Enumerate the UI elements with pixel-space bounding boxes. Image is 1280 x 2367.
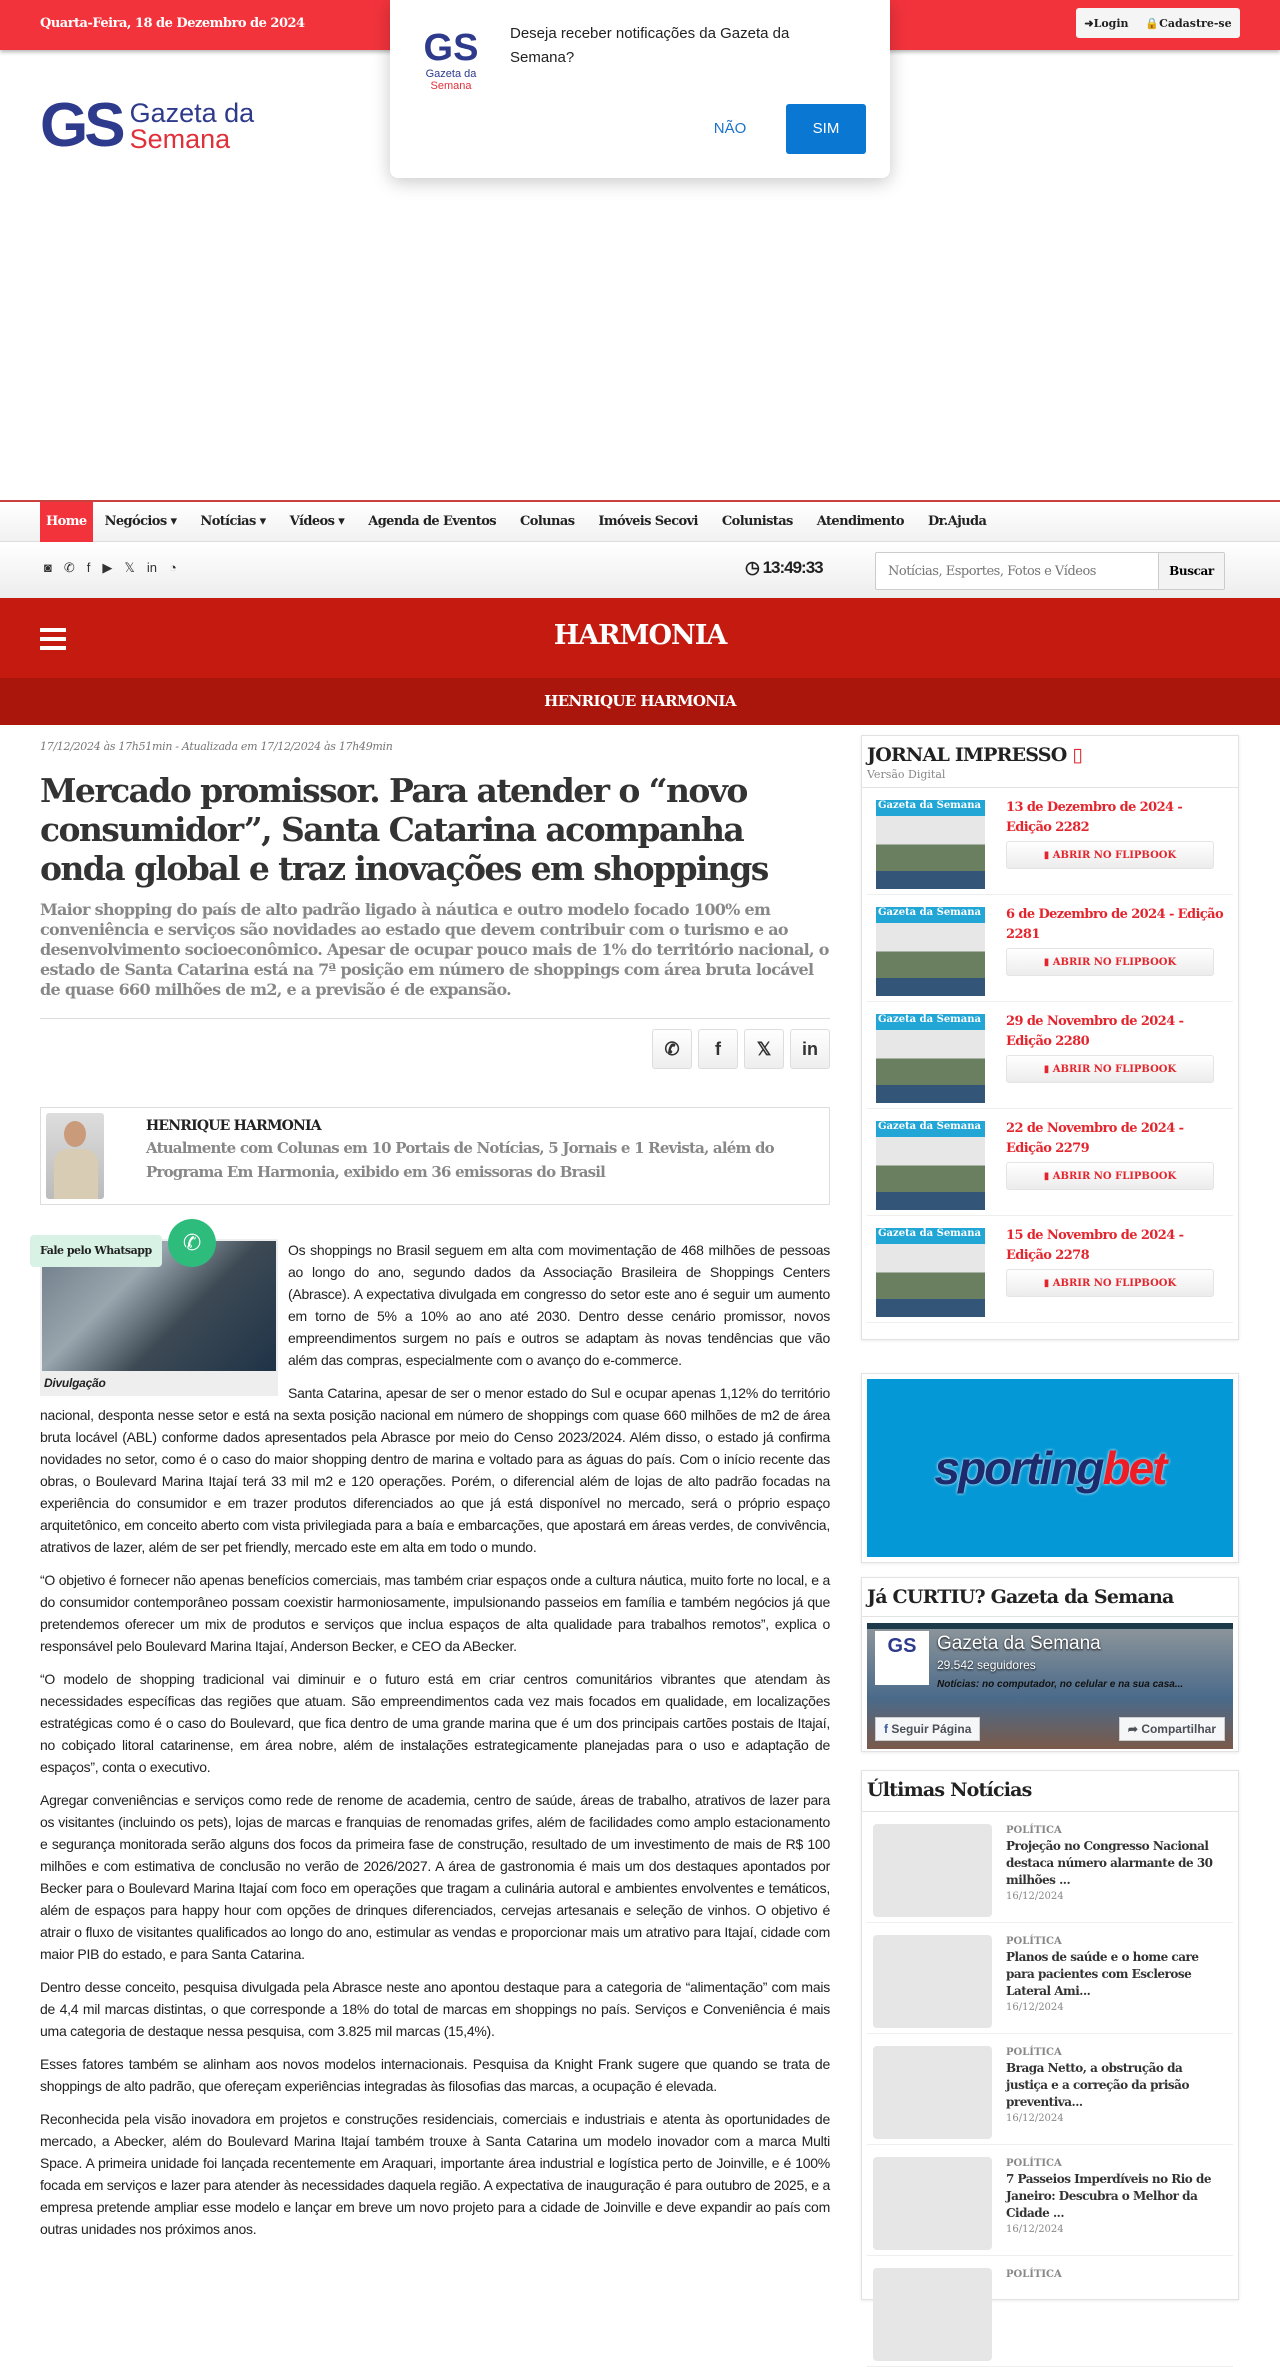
- nav-item-1[interactable]: Negócios ▾: [104, 514, 177, 529]
- fb-share-label: Compartilhar: [1141, 1722, 1216, 1736]
- edition-item: [867, 1109, 1233, 1216]
- fb-follow-button[interactable]: [875, 1717, 980, 1741]
- youtube-icon[interactable]: ▶: [102, 560, 113, 575]
- edition-thumb-title: Gazeta da Semana: [878, 1228, 981, 1239]
- open-flipbook-button[interactable]: [1006, 948, 1214, 976]
- news-date: 16/12/2024: [1006, 1891, 1064, 1902]
- subsection-title: HENRIQUE HARMONIA: [0, 678, 1280, 725]
- logo-line1: Gazeta da: [129, 98, 255, 128]
- news-category: POLÍTICA: [1006, 2047, 1062, 2058]
- facebook-icon[interactable]: f: [86, 560, 91, 575]
- current-date: Quarta-Feira, 18 de Dezembro de 2024: [40, 16, 305, 31]
- popup-logo-line2: Semana: [430, 80, 472, 92]
- edition-title[interactable]: 13 de Dezembro de 2024 - Edição 2282: [1006, 800, 1183, 835]
- file-icon: ▮: [1043, 1278, 1053, 1289]
- author-box: [40, 1107, 830, 1205]
- news-item[interactable]: [867, 1923, 1233, 2034]
- news-info: [1006, 1935, 1221, 2016]
- article-body: [40, 1230, 830, 2240]
- widget-title: [862, 736, 1238, 766]
- facebook-icon: f: [884, 1722, 888, 1736]
- nav-item-7[interactable]: Colunistas: [721, 514, 793, 529]
- edition-thumbnail[interactable]: [876, 907, 985, 996]
- news-thumbnail[interactable]: [873, 1824, 992, 1917]
- signup-button[interactable]: 🔒Cadastre-se: [1145, 16, 1232, 30]
- file-icon: ▮: [1043, 1171, 1053, 1182]
- search-button[interactable]: Buscar: [1158, 553, 1224, 589]
- section-title: HARMONIA: [553, 620, 727, 651]
- news-info: [1006, 1824, 1221, 1905]
- popup-logo-mark: GS: [423, 27, 479, 69]
- article-paragraph: Dentro desse conceito, pesquisa divulgada pela Abrasce neste ano apontou destaque para a categoria de “alimentação” com mais de 4,4 mil marcas distintas, o que corresponde a 18% do total de marcas em shoppings no país. Serviços e Conveniência é mais uma categoria de destaque nessa pesquisa, com 3.825 mil marcas (15,4%).: [40, 1979, 830, 2039]
- divider: [40, 1018, 830, 1019]
- linkedin-icon[interactable]: in: [146, 560, 157, 575]
- article-paragraph: Agregar conveniências e serviços como rede de renome de academia, centro de saúde, áreas de trabalho, atrativos de lazer para os visitantes (incluindo os pets), lojas de marcas e franquias de renomadas grifes, além de facilidades como amplo estacionamento e segurança monitorada serão alguns dos focos da primeira fase de construção, resultado de um investimento de mais de R$ 100 milhões e com estimativa de conclusão no verão de 2026/2027. A área de gastronomia é mais um dos destaques apontados por Becker para o Boulevard Marina Itajaí com foco em operações que tragam a culinária autoral e ambientes envolventes e temáticos, além de espaços para happy hour com opções de drinques diferenciados, cervejas artesanais e seleção de vinhos. O objetivo é atrair o fluxo de visitantes qualificados ao longo do ano, estimular as vendas e proporcionar mais um atrativo para Itajaí, cidade com maior PIB do estado, e para Santa Catarina.: [40, 1792, 830, 1962]
- nav-item-2[interactable]: Notícias ▾: [200, 514, 266, 529]
- edition-thumb-title: Gazeta da Semana: [878, 800, 981, 811]
- nav-item-8[interactable]: Atendimento: [816, 514, 904, 529]
- fb-follow-label: Seguir Página: [891, 1722, 972, 1736]
- news-item[interactable]: [867, 2034, 1233, 2145]
- news-category: POLÍTICA: [1006, 1936, 1062, 1947]
- nav-item-9[interactable]: Dr.Ajuda: [927, 514, 987, 529]
- edition-item: [867, 1002, 1233, 1109]
- x-icon[interactable]: 𝕏: [124, 560, 135, 575]
- sportingbet-ad[interactable]: [861, 1373, 1239, 1563]
- logo-mark-text: GS: [40, 91, 122, 160]
- article-paragraph: Esses fatores também se alinham aos novos modelos internacionais. Pesquisa da Knight Frank sugere que quando se trata de shoppings de alto padrão, que ofereçam experiências integradas às filosofias das marcas, a ocupação é elevada.: [40, 2056, 830, 2094]
- edition-title[interactable]: 15 de Novembro de 2024 - Edição 2278: [1006, 1228, 1184, 1263]
- whatsapp-icon[interactable]: ✆: [63, 560, 75, 575]
- edition-info: [1006, 1226, 1226, 1297]
- facebook-widget: [861, 1577, 1239, 1752]
- flipbook-label: ABRIR NO FLIPBOOK: [1052, 850, 1177, 861]
- edition-title[interactable]: 6 de Dezembro de 2024 - Edição 2281: [1006, 907, 1224, 942]
- news-date: 16/12/2024: [1006, 2002, 1064, 2013]
- fb-page-name[interactable]: Gazeta da Semana: [937, 1633, 1101, 1654]
- edition-title[interactable]: 22 de Novembro de 2024 - Edição 2279: [1006, 1121, 1184, 1156]
- news-date: 16/12/2024: [1006, 2224, 1064, 2235]
- signup-label: Cadastre-se: [1159, 16, 1232, 30]
- news-item[interactable]: [867, 1812, 1233, 1923]
- accept-button[interactable]: SIM: [786, 104, 866, 154]
- news-title[interactable]: Projeção no Congresso Nacional destaca número alarmante de 30 milhões ...: [1006, 1839, 1213, 1887]
- decline-button[interactable]: NÃO: [713, 120, 747, 137]
- fb-banner-text: Notícias: no computador, no celular e na sua casa...: [937, 1679, 1184, 1690]
- site-logo[interactable]: [40, 91, 255, 160]
- news-thumbnail[interactable]: [873, 2046, 992, 2139]
- instagram-icon[interactable]: ◙: [44, 560, 52, 575]
- fb-followers: 29.542 seguidores: [937, 1658, 1036, 1672]
- ad-brand-part1: sporting: [934, 1442, 1103, 1494]
- news-info: [1006, 2046, 1221, 2127]
- rss-icon[interactable]: ◔: [169, 560, 177, 575]
- popup-message: Deseja receber notificações da Gazeta da Semana?: [510, 25, 790, 66]
- open-flipbook-button[interactable]: [1006, 1162, 1214, 1190]
- search-form: [875, 552, 1225, 590]
- news-info: [1006, 2268, 1221, 2282]
- edition-thumbnail[interactable]: [876, 800, 985, 889]
- facebook-heading: Já CURTIU? Gazeta da Semana: [862, 1578, 1238, 1617]
- nav-item-5[interactable]: Colunas: [520, 514, 575, 529]
- article-image[interactable]: [40, 1230, 278, 1396]
- share-whatsapp-icon[interactable]: ✆: [652, 1029, 692, 1069]
- news-item[interactable]: [867, 2256, 1233, 2367]
- edition-item: [867, 788, 1233, 895]
- notification-permission-popup: [390, 0, 890, 178]
- edition-item: [867, 895, 1233, 1002]
- open-flipbook-button[interactable]: [1006, 1055, 1214, 1083]
- article-paragraph: “O modelo de shopping tradicional vai diminuir e o futuro está em criar centros comunitários vibrantes que atendam às necessidades específicas das regiões que atuam. São empreendimentos cada vez mais focados em qualidade, em localizações estratégicas como é o caso do Boulevard, que fica dentro de uma grande marina que é um dos principais cartões postais de Itajaí, no cobiçado litoral catarinense, em área nobre, além de instalações estrategicamente planejadas para o uso e adaptação de espaços”, conta o executivo.: [40, 1671, 830, 1775]
- edition-thumb-title: Gazeta da Semana: [878, 907, 981, 918]
- share-x-icon[interactable]: 𝕏: [744, 1029, 784, 1069]
- popup-logo: [410, 28, 492, 100]
- print-edition-widget: [861, 735, 1239, 1340]
- share-buttons: [40, 1029, 830, 1069]
- news-title[interactable]: 7 Passeios Imperdíveis no Rio de Janeiro: Descubra o Melhor da Cidade ...: [1006, 2172, 1211, 2220]
- edition-title[interactable]: 29 de Novembro de 2024 - Edição 2280: [1006, 1014, 1184, 1049]
- article-paragraph: “O objetivo é fornecer não apenas benefícios comerciais, mas também criar espaços onde a cultura náutica, muito forte no local, e a do consumidor contemporâneo possam coexistir harmoniosamente, impulsionando passeios em família e também negócios já que pretendemos oferecer um mix de produtos e serviços que inclua espaços de alta qualidade para trabalhos remotos”, explica o responsável pelo Boulevard Marina Itajaí, Anderson Becker, e CEO da ABecker.: [40, 1572, 830, 1654]
- news-date: 16/12/2024: [1006, 2113, 1064, 2124]
- nav-item-3[interactable]: Vídeos ▾: [289, 514, 345, 529]
- author-bio: Atualmente com Colunas em 10 Portais de Notícias, 5 Jornais e 1 Revista, além do Programa Em Harmonia, exibido em 36 emissoras do Brasil: [146, 1139, 774, 1181]
- share-facebook-icon[interactable]: f: [698, 1029, 738, 1069]
- news-title[interactable]: Braga Netto, a obstrução da justiça e a correção da prisão preventiva...: [1006, 2061, 1189, 2109]
- flipbook-label: ABRIR NO FLIPBOOK: [1052, 957, 1177, 968]
- news-title[interactable]: Planos de saúde e o home care para pacientes com Esclerose Lateral Ami...: [1006, 1950, 1199, 1998]
- nav-item-4[interactable]: Agenda de Eventos: [368, 514, 497, 529]
- login-button[interactable]: ➜Login: [1084, 16, 1129, 30]
- news-category: POLÍTICA: [1006, 2269, 1062, 2280]
- edition-info: [1006, 1012, 1226, 1083]
- share-arrow-icon: ➦: [1127, 1722, 1138, 1736]
- edition-info: [1006, 905, 1226, 976]
- fb-page-avatar: GS: [875, 1631, 929, 1685]
- nav-item-6[interactable]: Imóveis Secovi: [598, 514, 698, 529]
- share-linkedin-icon[interactable]: in: [790, 1029, 830, 1069]
- edition-thumbnail[interactable]: [876, 1014, 985, 1103]
- article: [40, 740, 830, 2251]
- edition-item: [867, 1216, 1233, 1323]
- article-paragraph: Santa Catarina, apesar de ser o menor estado do Sul e ocupar apenas 1,12% do território nacional, desponta nesse setor e está na sexta posição nacional em número de shoppings com quase 660 milhões de m2 de área bruta locável (ABL) conforme dados apresentados pela Abrasce por meio do Censo 2023/2024. Além disso, o estado já confirma novidades no setor, como é o caso do maior shopping dentro de marina e voltado para as águas do país. Com o início recente das obras, o Boulevard Marina Itajaí terá 33 mil m2 e 120 operações. Porém, o diferencial além de lojas de alto padrão focadas na experiência do consumidor e em trazer produtos diferenciados ao que já está disponível no mercado, será o próprio espaço arquitetônico, em conceito aberto com vista privilegiada para a baía e embarcações, que apostará em áreas verdes, de convivência, atrativos de lazer, além de ser pet friendly, mercado este em alta em todo o mundo.: [40, 1385, 830, 1555]
- login-label: Login: [1093, 16, 1129, 30]
- edition-thumb-title: Gazeta da Semana: [878, 1121, 981, 1132]
- clock-time: 13:49:33: [762, 558, 823, 577]
- print-title: JORNAL IMPRESSO: [867, 744, 1067, 766]
- open-flipbook-button[interactable]: [1006, 841, 1214, 869]
- whatsapp-label[interactable]: Fale pelo Whatsapp: [30, 1235, 162, 1267]
- edition-info: [1006, 1119, 1226, 1190]
- flipbook-label: ABRIR NO FLIPBOOK: [1052, 1171, 1177, 1182]
- news-thumbnail[interactable]: [873, 2268, 992, 2361]
- section-bar: [0, 598, 1280, 678]
- file-icon: ▮: [1043, 1064, 1053, 1075]
- article-paragraph: Os shoppings no Brasil seguem em alta com movimentação de 468 milhões de pessoas ao longo do ano, segundo dados da Associação Brasileira de Shoppings Centers (Abrasce). A expectativa divulgada em congresso do setor este ano é seguir um aumento em torno de 5% a 10% ao ano até 2030. Dentro desse cenário promissor, novos empreendimentos surgem no país e outros se adaptam às novas tendências que vão além das compras, especialmente com o avanço do e-commerce.: [288, 1242, 830, 1368]
- flipbook-label: ABRIR NO FLIPBOOK: [1052, 1278, 1177, 1289]
- news-info: [1006, 2157, 1221, 2238]
- mobile-icon: ▯: [1072, 744, 1082, 766]
- edition-info: [1006, 798, 1226, 869]
- file-icon: ▮: [1043, 957, 1053, 968]
- news-thumbnail[interactable]: [873, 2157, 992, 2250]
- logo-line2: Semana: [129, 124, 231, 154]
- social-bar: [0, 542, 1280, 598]
- edition-thumbnail[interactable]: [876, 1228, 985, 1317]
- facebook-page-plugin[interactable]: [867, 1623, 1233, 1749]
- open-flipbook-button[interactable]: [1006, 1269, 1214, 1297]
- article-lead: Maior shopping do país de alto padrão ligado à náutica e outro modelo focado 100% em conveniência e serviços são novidades ao estado que devem contribuir com o turismo e ao desenvolvimento socioeconômico. Apesar de ocupar pouco mais de 1% do território nacional, o estado de Santa Catarina está na 7ª posição em número de shoppings com área bruta locável de quase 660 milhões de m2, e a previsão é de expansão.: [40, 900, 829, 999]
- main-nav: [0, 500, 1280, 542]
- news-thumbnail[interactable]: [873, 1935, 992, 2028]
- news-item[interactable]: [867, 2145, 1233, 2256]
- news-category: POLÍTICA: [1006, 2158, 1062, 2169]
- author-name: HENRIQUE HARMONIA: [146, 1118, 321, 1134]
- latest-news-widget: [861, 1770, 1239, 2300]
- nav-item-0[interactable]: Home: [40, 502, 93, 542]
- auth-buttons: [1076, 8, 1240, 38]
- popup-logo-line1: Gazeta da: [425, 68, 477, 80]
- article-meta: 17/12/2024 às 17h51min - Atualizada em 17/12/2024 às 17h49min: [40, 740, 393, 753]
- file-icon: ▮: [1043, 850, 1053, 861]
- ad-brand-part2: bet: [1102, 1442, 1166, 1494]
- flipbook-label: ABRIR NO FLIPBOOK: [1052, 1064, 1177, 1075]
- author-avatar: [46, 1113, 104, 1199]
- article-paragraph: Reconhecida pela visão inovadora em projetos e construções residenciais, comerciais e industriais e atenta às oportunidades de mercado, a Abecker, além do Boulevard Marina Itajaí também trouxe à Santa Catarina um modelo inovador com a marca Multi Space. A primeira unidade foi lançada recentemente em Araquari, importante área industrial e logística perto de Joinville, e é 100% focada em serviços e lazer para atender às necessidades daquela região. A expectativa de inauguração é para outubro de 2025, e a empresa pretende ampliar esse modelo e lançar em breve um novo projeto para a cidade de Joinville e deve expandir ao país com outras unidades nos próximos anos.: [40, 2111, 830, 2237]
- article-title: Mercado promissor. Para atender o “novo consumidor”, Santa Catarina acompanha onda global e traz inovações em shoppings: [40, 771, 768, 888]
- edition-thumbnail[interactable]: [876, 1121, 985, 1210]
- news-category: POLÍTICA: [1006, 1825, 1062, 1836]
- image-caption: Divulgação: [44, 1376, 106, 1390]
- search-input[interactable]: [876, 553, 1158, 589]
- whatsapp-icon[interactable]: ✆: [168, 1219, 216, 1267]
- latest-heading: Últimas Notícias: [862, 1771, 1238, 1812]
- logo-mark: [40, 91, 122, 160]
- edition-thumb-title: Gazeta da Semana: [878, 1014, 981, 1025]
- print-subtitle: Versão Digital: [862, 766, 1238, 788]
- clock: ◷ 13:49:33: [745, 558, 823, 577]
- fb-share-button[interactable]: [1119, 1717, 1225, 1741]
